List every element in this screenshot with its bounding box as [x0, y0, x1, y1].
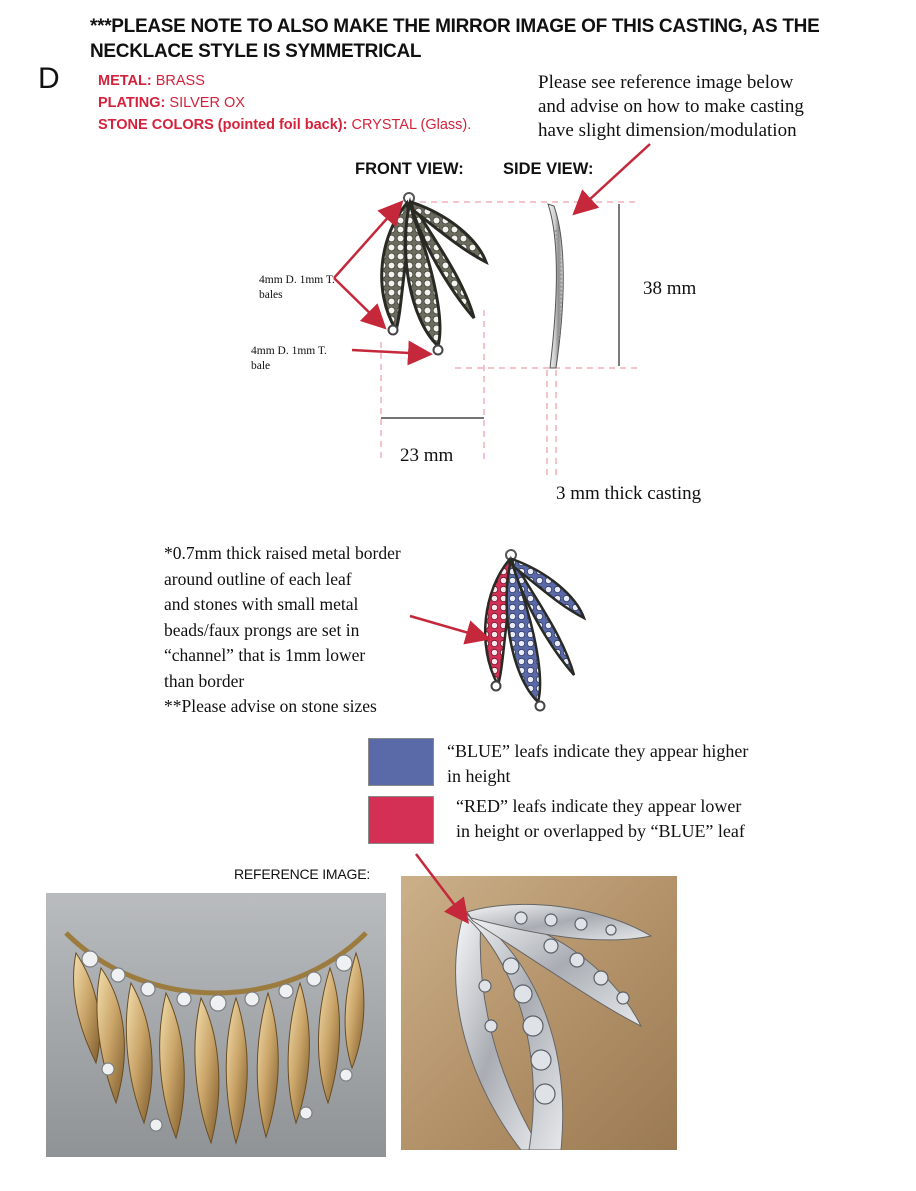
- plating-value: SILVER OX: [169, 95, 245, 111]
- bales-size: 4mm D. 1mm T.: [259, 274, 335, 286]
- description-line-2: around outline of each leaf: [164, 568, 352, 589]
- description-line-5: “channel” that is 1mm lower: [164, 645, 366, 665]
- red-legend-swatch: [368, 796, 434, 844]
- stone-label: STONE COLORS (pointed foil back):: [98, 117, 348, 133]
- red-legend-line-1: “RED” leafs indicate they appear lower: [456, 796, 742, 816]
- description-line-3: and stones with small metal: [164, 594, 359, 614]
- side-view-casting: [548, 204, 563, 368]
- metal-label: METAL:: [98, 73, 152, 89]
- description-line-7: **Please advise on stone sizes: [164, 696, 377, 716]
- reference-note-line-3: have slight dimension/modulation: [538, 120, 797, 141]
- height-dimension: 38 mm: [643, 278, 697, 299]
- blue-legend-text: [447, 739, 748, 789]
- blue-legend-swatch: [368, 738, 434, 786]
- reference-note-line-2: and advise on how to make casting: [538, 96, 804, 117]
- note-line-2: NECKLACE STYLE IS SYMMETRICAL: [90, 41, 422, 62]
- reference-arrow: [400, 850, 480, 930]
- bale-label: bale: [251, 360, 271, 372]
- thickness-dimension: 3 mm thick casting: [556, 483, 702, 504]
- bales-label: bales: [259, 289, 283, 301]
- description-line-1: *0.7mm thick raised metal border: [164, 543, 401, 563]
- annotation-arrows: [334, 144, 650, 354]
- stone-value: CRYSTAL (Glass).: [351, 117, 472, 133]
- necklace-reference-photo: [46, 893, 386, 1157]
- side-view-label: SIDE VIEW:: [503, 160, 594, 178]
- description-line-4: beads/faux prongs are set in: [164, 619, 360, 640]
- blue-legend-line-1: “BLUE” leafs indicate they appear higher: [447, 741, 749, 761]
- color-coded-diagram: [400, 540, 600, 730]
- technical-drawing: [0, 0, 916, 520]
- red-legend-line-2: in height or overlapped by “BLUE” leaf: [456, 821, 745, 841]
- red-legend-text: [456, 794, 745, 844]
- blue-legend-line-2: in height: [447, 766, 511, 786]
- reference-note-line-1: Please see reference image below: [538, 72, 794, 93]
- description-line-6: than border: [164, 670, 245, 691]
- bale-size: 4mm D. 1mm T.: [251, 345, 327, 357]
- front-view-casting: [382, 193, 486, 355]
- metal-value: BRASS: [155, 73, 205, 89]
- plating-label: PLATING:: [98, 95, 166, 111]
- reference-image-label: REFERENCE IMAGE:: [234, 866, 371, 882]
- bale-annotation: [251, 344, 327, 374]
- section-letter: D: [38, 62, 60, 95]
- width-dimension: 23 mm: [400, 445, 454, 466]
- bales-annotation: [259, 273, 335, 303]
- front-view-label: FRONT VIEW:: [355, 160, 464, 178]
- note-line-1: ***PLEASE NOTE TO ALSO MAKE THE MIRROR IMAGE OF THIS CASTING, AS THE: [90, 16, 820, 37]
